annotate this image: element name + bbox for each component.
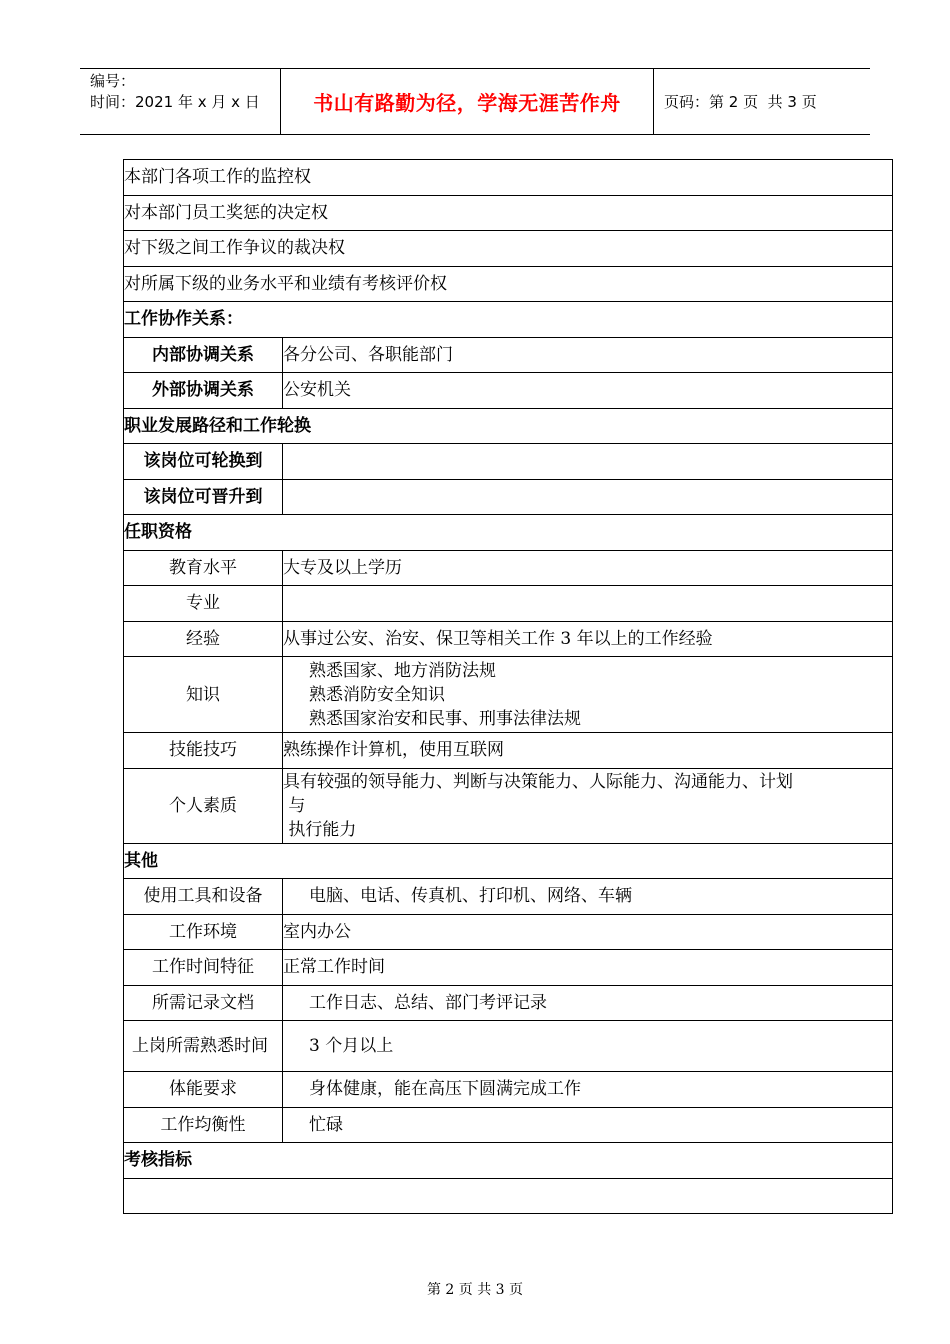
knowledge-line: 熟悉国家治安和民事、刑事法律法规 (309, 708, 581, 729)
knowledge-value (283, 657, 893, 733)
external-label: 外部协调关系 (124, 373, 283, 409)
section-qualification: 任职资格 (124, 515, 893, 551)
table-row (124, 1178, 893, 1214)
table-row (124, 768, 893, 843)
promote-label: 该岗位可晋升到 (124, 479, 283, 515)
section-cooperation: 工作协作关系： (124, 302, 893, 338)
header-page (654, 69, 870, 134)
quality-label: 个人素质 (124, 768, 283, 843)
skill-value: 熟练操作计算机，使用互联网 (283, 733, 893, 769)
major-label: 专业 (124, 586, 283, 622)
table-row (124, 266, 893, 302)
quality-line: 具有较强的领导能力、判断与决策能力、人际能力、沟通能力、计划 (283, 771, 793, 792)
header-motto: 书山有路勤为径，学海无涯苦作舟 (281, 69, 654, 134)
right-item: 对所属下级的业务水平和业绩有考核评价权 (124, 266, 893, 302)
physical-label: 体能要求 (124, 1072, 283, 1108)
right-item: 对本部门员工奖惩的决定权 (124, 195, 893, 231)
experience-label: 经验 (124, 621, 283, 657)
education-label: 教育水平 (124, 550, 283, 586)
skill-label: 技能技巧 (124, 733, 283, 769)
knowledge-line: 熟悉国家、地方消防法规 (309, 660, 496, 681)
table-row (124, 408, 893, 444)
table-row (124, 914, 893, 950)
table-row (124, 733, 893, 769)
tools-label: 使用工具和设备 (124, 879, 283, 915)
table-row (124, 879, 893, 915)
table-row (124, 657, 893, 733)
rotate-label: 该岗位可轮换到 (124, 444, 283, 480)
header-page-text: 页码：第 2 页 共 3 页 (664, 93, 817, 111)
quality-line: 执行能力 (283, 819, 357, 840)
tools-value: 电脑、电话、传真机、打印机、网络、车辆 (283, 879, 893, 915)
env-value: 室内办公 (283, 914, 893, 950)
table-row (124, 1107, 893, 1143)
familiar-label: 上岗所需熟悉时间 (124, 1021, 283, 1072)
right-item: 本部门各项工作的监控权 (124, 160, 893, 196)
docs-label: 所需记录文档 (124, 985, 283, 1021)
docs-value: 工作日志、总结、部门考评记录 (283, 985, 893, 1021)
table-row (124, 843, 893, 879)
table-row (124, 444, 893, 480)
job-description-table (123, 159, 893, 1214)
table-row (124, 1143, 893, 1179)
table-row (124, 1021, 893, 1072)
table-row (124, 621, 893, 657)
table-row (124, 515, 893, 551)
promote-value (283, 479, 893, 515)
table-row (124, 373, 893, 409)
worktime-value: 正常工作时间 (283, 950, 893, 986)
header-number: 编号： (90, 72, 136, 90)
section-assessment: 考核指标 (124, 1143, 893, 1179)
balance-label: 工作均衡性 (124, 1107, 283, 1143)
section-career: 职业发展路径和工作轮换 (124, 408, 893, 444)
right-item: 对下级之间工作争议的裁决权 (124, 231, 893, 267)
balance-value: 忙碌 (283, 1107, 893, 1143)
quality-value (283, 768, 893, 843)
physical-value: 身体健康，能在高压下圆满完成工作 (283, 1072, 893, 1108)
table-row (124, 550, 893, 586)
external-value: 公安机关 (283, 373, 893, 409)
table-row (124, 231, 893, 267)
table-row (124, 586, 893, 622)
experience-value: 从事过公安、治安、保卫等相关工作 3 年以上的工作经验 (283, 621, 893, 657)
knowledge-line: 熟悉消防安全知识 (309, 684, 445, 705)
table-row (124, 985, 893, 1021)
quality-line: 与 (283, 795, 306, 816)
env-label: 工作环境 (124, 914, 283, 950)
header-meta (80, 69, 281, 134)
internal-label: 内部协调关系 (124, 337, 283, 373)
header-date: 时间：2021 年 x 月 x 日 (90, 93, 260, 111)
major-value (283, 586, 893, 622)
table-row (124, 337, 893, 373)
knowledge-label: 知识 (124, 657, 283, 733)
section-other: 其他 (124, 843, 893, 879)
assessment-value (124, 1178, 893, 1214)
table-row (124, 195, 893, 231)
page-header (80, 68, 870, 135)
table-row (124, 160, 893, 196)
education-value: 大专及以上学历 (283, 550, 893, 586)
internal-value: 各分公司、各职能部门 (283, 337, 893, 373)
table-row (124, 1072, 893, 1108)
table-row (124, 479, 893, 515)
rotate-value (283, 444, 893, 480)
page-footer: 第 2 页 共 3 页 (426, 1282, 524, 1298)
table-row (124, 950, 893, 986)
familiar-value: 3 个月以上 (283, 1021, 893, 1072)
worktime-label: 工作时间特征 (124, 950, 283, 986)
table-row (124, 302, 893, 338)
